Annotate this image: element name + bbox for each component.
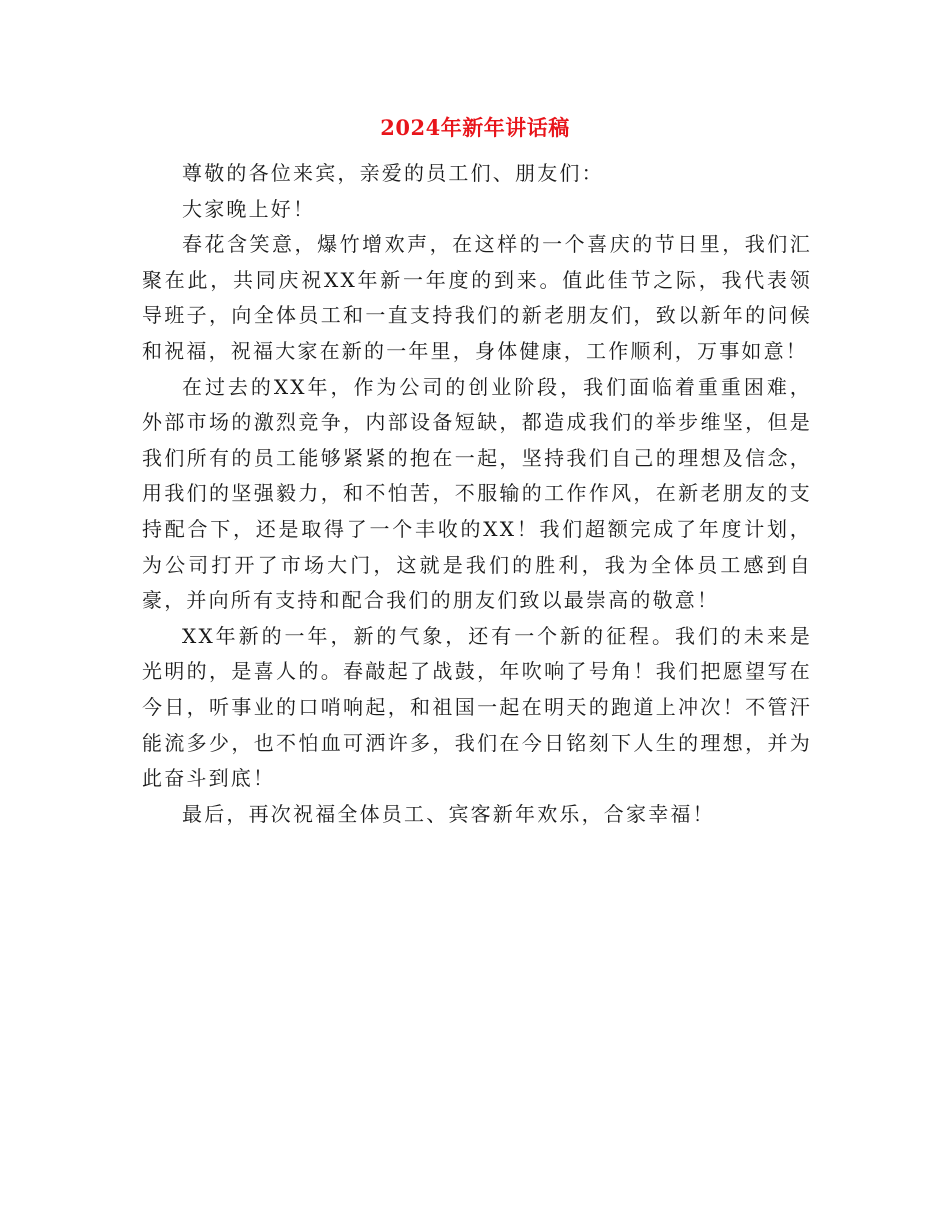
salutation-paragraph: 尊敬的各位来宾，亲爱的员工们、朋友们： — [182, 161, 604, 185]
closing-paragraph: 最后，再次祝福全体员工、宾客新年欢乐，合家幸福！ — [182, 801, 715, 826]
document-title: 2024年新年讲话稿 — [380, 115, 570, 140]
greeting-paragraph: 大家晚上好！ — [182, 196, 316, 221]
body-paragraph-1: 春花含笑意，爆竹增欢声，在这样的一个喜庆的节日里，我们汇聚在此，共同庆祝XX年新一年度的到来。值此佳节之际，我代表领导班子，向全体员工和一直支持我们的新老朋友们，致以新年的问候和祝福，祝福大家在新的一年里，身体健康，工作顺利，万事如意！ — [142, 232, 812, 363]
body-paragraph-2: 在过去的XX年，作为公司的创业阶段，我们面临着重重困难，外部市场的激烈竞争，内部设备短缺，都造成我们的举步维坚，但是我们所有的员工能够紧紧的抱在一起，坚持我们自己的理想及信念，用我们的坚强毅力，和不怕苦，不服输的工作作风，在新老朋友的支持配合下，还是取得了一个丰收的XX！我们超额完成了年度计划，为公司打开了市场大门，这就是我们的胜利，我为全体员工感到自豪，并向所有支持和配合我们的朋友们致以最崇高的敬意！ — [142, 374, 812, 613]
body-paragraph-3: XX年新的一年，新的气象，还有一个新的征程。我们的未来是光明的，是喜人的。春敲起了战鼓，年吹响了号角！我们把愿望写在今日，听事业的口哨响起，和祖国一起在明天的跑道上冲次！不管汗能流多少，也不怕血可洒许多，我们在今日铭刻下人生的理想，并为此奋斗到底！ — [142, 623, 812, 791]
document-body — [142, 156, 812, 832]
